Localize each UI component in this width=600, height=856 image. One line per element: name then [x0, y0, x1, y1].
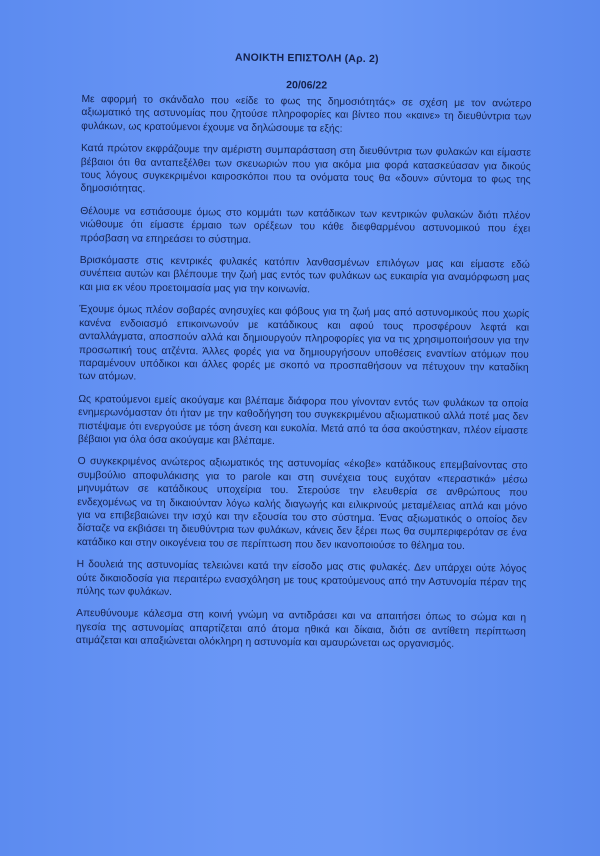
paragraph: Κατά πρώτον εκφράζουμε την αμέριστη συμπαράσταση στη διευθύντρια των φυλακών και είμαστε βέβαιοι ότι θα ανταπεξέλθει των σκευωριών που για ακόμα μια φορά κατασκεύασαν για δικούς τους λόγους συγκεκριμένοι καιροσκόποι που τα ονόματα τους θα «δουν» σύντομα το φως της δημοσιότητας. — [80, 143, 531, 196]
paragraph: Ο συγκεκριμένος ανώτερος αξιωματικός της αστυνομίας «έκοβε» κατάδικους επεμβαίνοντας στο συμβούλιο αποφυλάκισης για το parole και στη συνέχεια τους ευχόταν «περαστικά» μέσω μηνυμάτων σε κατάδικους υποχείρια του. Στερούσε την ελευθερία σε ανθρώπους που ενδεχομένως να τη δικαιούνταν λόγω καλής διαγωγής και ειλικρινούς μεταμέλειας απλά και μόνο για να επιβεβαιώνει την ισχύ και την εξουσία του στο σύστημα. Ένας αξιωματικός ο οποίος δεν δίσταζε να εκβιάσει τη διευθύντρια των φυλάκων, κάνεις δεν ξέρει πως θα συμπεριφερόταν σε ένα κατάδικο και στην οικογένεια του σε περίπτωση που δεν ικανοποιούσε το θέλημα του. — [76, 456, 528, 552]
paragraph: Η δουλειά της αστυνομίας τελειώνει κατά την είσοδο μας στις φυλακές. Δεν υπάρχει ούτε λόγος ούτε δικαιοδοσία για περαιτέρω ενασχόληση με τους κρατούμενους από την Αστυνομία πέραν της πύλης των φυλάκων. — [76, 559, 527, 598]
paragraph: Απευθύνουμε κάλεσμα στη κοινή γνώμη να αντιδράσει και να απαιτήσει όπως το σώμα και η ηγεσία της αστυνομίας απαρτίζεται από άτομα ηθικά και δίκαια, διότι σε αντίθετη περίπτωση ατιμάζεται και απαξιώνεται ολόκληρη η αστυνομία και αμαυρώνεται ως οργανισμός. — [75, 608, 527, 651]
letter-body — [76, 50, 532, 661]
letter-title: ΑΝΟΙΚΤΗ ΕΠΙΣΤΟΛΗ (Αρ. 2) — [235, 51, 379, 66]
paragraph: Έχουμε όμως πλέον σοβαρές ανησυχίες και φόβους για τη ζωή μας από αστυνομικούς που χωρίς κανένα ενδοιασμό επικοινωνούν με κατάδικους και αφού τους προσφέρουν λεφτά και ανταλλάγματα, αποσπούν αλλά και δημιουργούν πληροφορίες για να τις χρησιμοποιήσουν για την προσωπική τους ατζέντα. Άλλες φορές για να δημιουργήσουν υποθέσεις εναντίων ατόμων που παραμένουν υπόδικοι και άλλες φορές με σκοπό να προσπαθήσουν να πέτυχουν την καταδίκη των ατόμων. — [78, 304, 530, 383]
paragraph: Βρισκόμαστε στις κεντρικές φυλακές κατόπιν λανθασμένων επιλόγων μας και είμαστε εδώ συνέπεια αυτών και βλέπουμε την ζωή μας εντός των φυλάκων ως ευκαιρία για αναμόρφωση μας και μια εκ νέου προετοιμασία μας για την κοινωνία. — [79, 255, 530, 296]
letter-date: 20/06/22 — [286, 79, 328, 92]
paragraph: Με αφορμή το σκάνδαλο που «είδε το φως της δημοσιότητάς» σε σχέση με τον ανώτερο αξιωματικό της αστυνομίας που ζητούσε πληροφορίες και βίντεο που «καινε» τη διευθύντρια των φυλάκων, ως κρατούμενοι έχουμε να δηλώσουμε τα εξής: — [81, 93, 532, 135]
paragraph: Θέλουμε να εστιάσουμε όμως στο κομμάτι των κατάδικων των κεντρικών φυλακών διότι πλέον νιώθουμε ότι είμαστε έρμαιο των ορέξεων του κάθε διεφθαρμένου αστυνομικού που έχει πρόσβαση να επηρεάσει το σύστημα. — [79, 205, 531, 246]
paragraph: Ως κρατούμενοι εμείς ακούγαμε και βλέπαμε διάφορα που γίνονταν εντός των φυλάκων τα οποία ενημερωνόμασταν ότι ήταν με την καθοδήγηση του συγκεκριμένου αξιωματικού αλλά ποτέ μας δεν πιστέψαμε ότι ενεργούσε με τόση άνεση και ευκολία. Μετά από τα όσα ακούστηκαν, πλέον είμαστε βέβαιοι για όλα όσα ακούγαμε και βλέπαμε. — [77, 393, 529, 447]
